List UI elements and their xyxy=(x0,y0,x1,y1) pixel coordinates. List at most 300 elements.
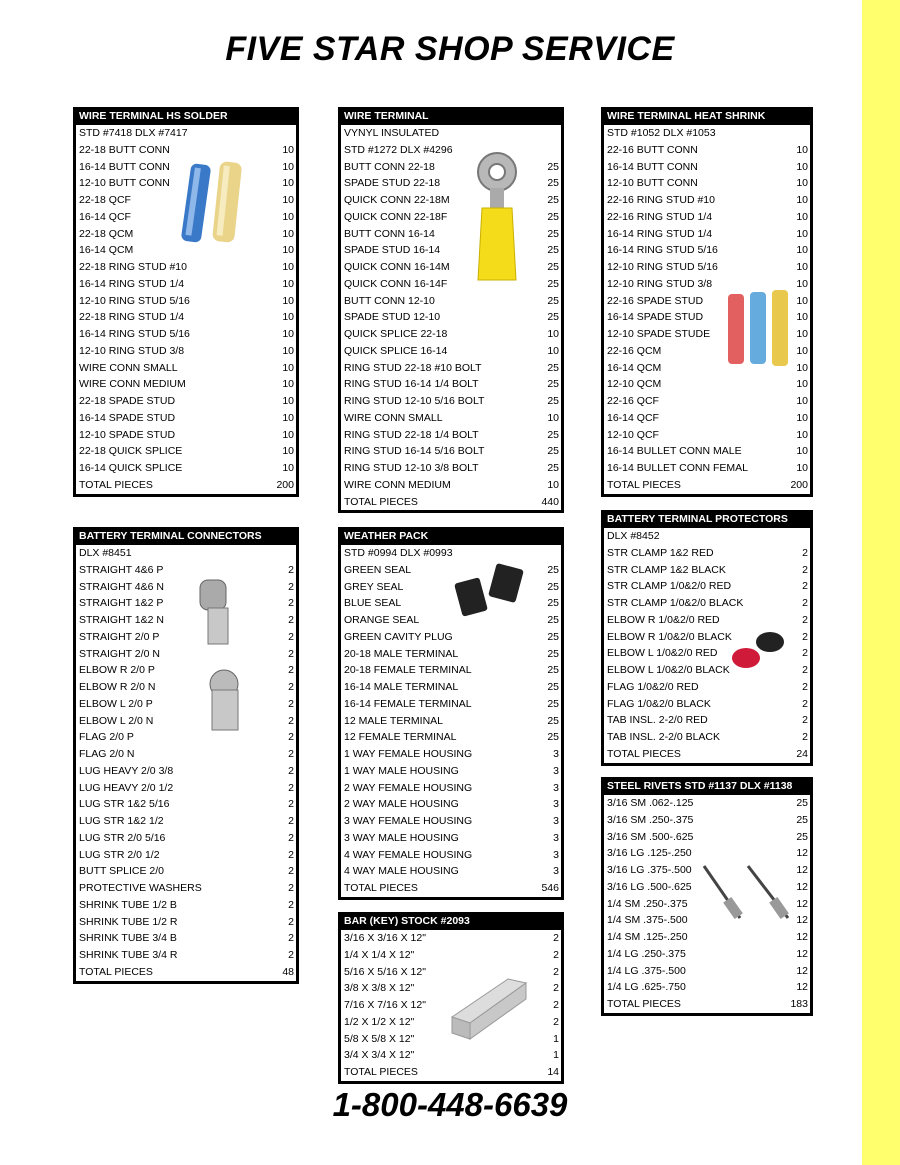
item-quantity: 3 xyxy=(553,748,559,760)
item-quantity: 2 xyxy=(802,697,808,710)
item-label: 16-14 SPADE STUD xyxy=(607,311,704,324)
list-item xyxy=(341,242,561,259)
item-quantity: 10 xyxy=(796,445,808,458)
item-label: WIRE CONN MEDIUM xyxy=(344,478,451,491)
list-item xyxy=(341,1047,561,1064)
item-label: 16-14 MALE TERMINAL xyxy=(344,681,459,693)
item-label: QUICK SPLICE 22-18 xyxy=(344,328,448,340)
item-label: 1/4 LG .375-.500 xyxy=(607,964,686,977)
list-item xyxy=(604,545,810,562)
item-label: 7/16 X 7/16 X 12" xyxy=(344,999,426,1011)
item-label: 3 WAY FEMALE HOUSING xyxy=(344,815,473,827)
item-quantity: 10 xyxy=(282,160,294,173)
item-quantity: 10 xyxy=(547,328,559,340)
item-quantity: 25 xyxy=(547,194,559,206)
item-label: STR CLAMP 1/0&2/0 BLACK xyxy=(607,597,744,609)
list-item xyxy=(604,209,810,226)
item-quantity: 25 xyxy=(547,681,559,693)
list-item xyxy=(341,947,561,964)
list-item xyxy=(604,595,810,612)
item-quantity: 25 xyxy=(547,664,559,677)
page-title: FIVE STAR SHOP SERVICE xyxy=(225,30,675,68)
item-label: 22-16 RING STUD 1/4 xyxy=(607,210,713,223)
item-quantity: 10 xyxy=(547,344,559,357)
list-item xyxy=(341,847,561,864)
item-label: 3/16 LG .375-.500 xyxy=(607,864,692,876)
item-quantity: 2 xyxy=(802,714,808,727)
item-label: 16-14 BULLET CONN MALE xyxy=(607,445,742,458)
item-quantity: 25 xyxy=(547,445,559,458)
item-label: RING STUD 22-18 1/4 BOLT xyxy=(344,428,479,441)
list-item xyxy=(604,477,810,494)
item-quantity: 10 xyxy=(796,277,808,290)
item-quantity: 12 xyxy=(796,914,808,927)
item-label: 22-18 SPADE STUD xyxy=(79,395,176,407)
list-item xyxy=(604,795,810,812)
list-item xyxy=(341,813,561,830)
list-item xyxy=(341,360,561,377)
item-quantity: 10 xyxy=(796,194,808,206)
item-label: TAB INSL. 2-2/0 RED xyxy=(607,714,708,727)
item-label: STRAIGHT 1&2 N xyxy=(79,614,164,626)
item-label: 22-16 QCF xyxy=(607,395,659,407)
item-label: RING STUD 22-18 #10 BOLT xyxy=(344,361,482,374)
item-label: ELBOW R 1/0&2/0 BLACK xyxy=(607,630,732,643)
item-label: TOTAL PIECES xyxy=(79,965,153,978)
item-quantity: 2 xyxy=(288,815,294,827)
item-label: 12-10 QCF xyxy=(607,428,659,441)
item-label: 16-14 RING STUD 1/4 xyxy=(79,277,185,290)
list-item xyxy=(341,880,561,897)
item-label: RING STUD 12-10 5/16 BOLT xyxy=(344,395,485,407)
box-header: BAR (KEY) STOCK #2093 xyxy=(341,912,561,930)
item-label: SPADE STUD 12-10 xyxy=(344,311,441,324)
list-item xyxy=(341,209,561,226)
rivet-image xyxy=(696,860,796,924)
list-item xyxy=(341,309,561,326)
item-quantity: 2 xyxy=(288,563,294,576)
item-quantity: 25 xyxy=(547,630,559,643)
list-item xyxy=(341,276,561,293)
item-quantity: 3 xyxy=(553,865,559,878)
list-item xyxy=(76,562,296,579)
list-item xyxy=(76,662,296,679)
item-quantity: 25 xyxy=(547,261,559,273)
item-quantity: 12 xyxy=(796,880,808,893)
item-quantity: 25 xyxy=(547,160,559,173)
list-item xyxy=(76,880,296,897)
item-quantity: 25 xyxy=(547,697,559,710)
item-label: 22-18 QCF xyxy=(79,194,131,206)
list-item xyxy=(76,947,296,964)
item-label: 3/16 LG .125-.250 xyxy=(607,847,692,860)
item-label: DLX #8452 xyxy=(607,530,660,542)
item-label: BLUE SEAL xyxy=(344,597,402,610)
item-label: WIRE CONN SMALL xyxy=(344,411,443,424)
item-quantity: 25 xyxy=(547,294,559,307)
list-item xyxy=(604,712,810,729)
item-label: TOTAL PIECES xyxy=(344,495,418,508)
list-item xyxy=(604,929,810,946)
item-quantity: 2 xyxy=(288,597,294,610)
list-item xyxy=(76,629,296,646)
item-label: QUICK CONN 22-18M xyxy=(344,194,450,206)
item-quantity: 25 xyxy=(547,210,559,223)
item-label: LUG HEAVY 2/0 1/2 xyxy=(79,781,174,794)
item-quantity: 25 xyxy=(547,311,559,324)
list-item xyxy=(341,142,561,159)
item-label: 1/4 SM .250-.375 xyxy=(607,897,688,910)
list-item xyxy=(341,713,561,730)
item-label: 3/16 SM .250-.375 xyxy=(607,813,694,826)
item-quantity: 10 xyxy=(282,395,294,407)
list-item xyxy=(604,443,810,460)
item-quantity: 10 xyxy=(547,411,559,424)
item-label: 1/4 SM .125-.250 xyxy=(607,931,688,943)
item-label: 16-14 QCM xyxy=(79,244,134,257)
item-label: 4 WAY MALE HOUSING xyxy=(344,865,459,878)
item-label: ELBOW R 2/0 N xyxy=(79,681,156,693)
item-quantity: 2 xyxy=(288,630,294,643)
ring-terminal-image xyxy=(470,150,525,285)
item-quantity: 2 xyxy=(288,949,294,961)
item-quantity: 25 xyxy=(547,614,559,626)
item-quantity: 10 xyxy=(282,462,294,474)
item-label: TOTAL PIECES xyxy=(607,998,681,1010)
item-label: STRAIGHT 4&6 N xyxy=(79,580,164,593)
item-quantity: 10 xyxy=(282,143,294,156)
item-label: RING STUD 12-10 3/8 BOLT xyxy=(344,462,479,474)
item-label: STRAIGHT 4&6 P xyxy=(79,563,164,576)
item-label: 16-14 BUTT CONN xyxy=(607,160,698,173)
item-label: GREEN CAVITY PLUG xyxy=(344,630,453,643)
item-quantity: 2 xyxy=(288,580,294,593)
item-label: SHRINK TUBE 1/2 R xyxy=(79,915,178,928)
item-quantity: 1 xyxy=(553,1032,559,1045)
list-item xyxy=(341,159,561,176)
item-label: 5/16 X 5/16 X 12" xyxy=(344,965,426,978)
item-quantity: 25 xyxy=(547,244,559,257)
item-quantity: 2 xyxy=(553,948,559,961)
list-item xyxy=(76,679,296,696)
item-quantity: 10 xyxy=(796,328,808,340)
list-item xyxy=(341,863,561,880)
item-quantity: 2 xyxy=(802,731,808,743)
item-quantity: 2 xyxy=(553,932,559,944)
list-item xyxy=(341,343,561,360)
list-item xyxy=(341,930,561,947)
list-item xyxy=(604,528,810,545)
item-quantity: 10 xyxy=(282,445,294,458)
list-item xyxy=(341,226,561,243)
item-quantity: 25 xyxy=(547,563,559,576)
item-quantity: 2 xyxy=(553,1015,559,1028)
item-label: 5/8 X 5/8 X 12" xyxy=(344,1032,415,1045)
item-label: ELBOW L 2/0 P xyxy=(79,697,153,710)
list-item xyxy=(76,847,296,864)
list-item xyxy=(76,595,296,612)
item-label: STR CLAMP 1/0&2/0 RED xyxy=(607,580,732,593)
item-quantity: 10 xyxy=(282,311,294,324)
item-quantity: 2 xyxy=(802,680,808,693)
list-item xyxy=(76,964,296,981)
list-item xyxy=(604,729,810,746)
item-label: STR CLAMP 1&2 BLACK xyxy=(607,563,726,576)
list-item xyxy=(604,242,810,259)
list-item xyxy=(76,930,296,947)
item-label: BUTT SPLICE 2/0 xyxy=(79,865,165,878)
item-quantity: 10 xyxy=(796,462,808,474)
list-item xyxy=(604,946,810,963)
list-item xyxy=(604,192,810,209)
item-quantity: 2 xyxy=(802,613,808,626)
item-label: 2 WAY FEMALE HOUSING xyxy=(344,781,473,794)
item-quantity: 2 xyxy=(802,664,808,676)
list-item xyxy=(76,646,296,663)
item-quantity: 10 xyxy=(282,344,294,357)
item-label: PROTECTIVE WASHERS xyxy=(79,882,202,894)
item-label: 1/2 X 1/2 X 12" xyxy=(344,1015,415,1028)
list-item xyxy=(341,662,561,679)
item-quantity: 2 xyxy=(288,865,294,878)
item-quantity: 2 xyxy=(288,831,294,844)
item-label: STD #1052 DLX #1053 xyxy=(607,127,716,139)
weather-pack-housing-image xyxy=(452,560,530,620)
item-label: QUICK CONN 16-14M xyxy=(344,261,450,273)
item-label: 3/8 X 3/8 X 12" xyxy=(344,982,415,995)
list-item xyxy=(76,309,296,326)
item-label: STRAIGHT 2/0 P xyxy=(79,630,160,643)
item-quantity: 2 xyxy=(288,714,294,727)
item-quantity: 25 xyxy=(547,428,559,441)
list-item xyxy=(604,612,810,629)
item-quantity: 200 xyxy=(276,478,294,491)
item-quantity: 25 xyxy=(547,277,559,290)
item-label: SHRINK TUBE 3/4 R xyxy=(79,949,178,961)
list-item xyxy=(341,460,561,477)
list-item xyxy=(604,578,810,595)
item-quantity: 12 xyxy=(796,847,808,860)
item-quantity: 2 xyxy=(288,898,294,911)
item-quantity: 3 xyxy=(553,781,559,794)
item-quantity: 546 xyxy=(541,882,559,894)
item-label: ELBOW R 1/0&2/0 RED xyxy=(607,613,720,626)
side-accent-stripe xyxy=(862,0,900,1165)
list-item xyxy=(604,979,810,996)
list-item xyxy=(76,545,296,562)
item-quantity: 2 xyxy=(802,597,808,609)
item-quantity: 12 xyxy=(796,947,808,960)
item-quantity: 10 xyxy=(796,344,808,357)
item-label: BUTT CONN 12-10 xyxy=(344,294,435,307)
item-label: 20-18 MALE TERMINAL xyxy=(344,647,459,660)
list-item xyxy=(76,830,296,847)
list-item xyxy=(341,125,561,142)
item-quantity: 10 xyxy=(282,227,294,240)
item-quantity: 10 xyxy=(282,194,294,206)
item-label: SHRINK TUBE 3/4 B xyxy=(79,932,177,945)
item-quantity: 10 xyxy=(282,428,294,441)
item-label: ELBOW L 2/0 N xyxy=(79,714,154,727)
item-quantity: 25 xyxy=(547,227,559,240)
item-label: GREY SEAL xyxy=(344,580,404,593)
item-quantity: 25 xyxy=(547,462,559,474)
item-label: STR CLAMP 1&2 RED xyxy=(607,546,714,559)
item-quantity: 2 xyxy=(553,965,559,978)
list-item xyxy=(76,579,296,596)
list-item xyxy=(76,125,296,142)
list-item xyxy=(76,259,296,276)
item-label: QUICK SPLICE 16-14 xyxy=(344,344,448,357)
item-label: STD #7418 DLX #7417 xyxy=(79,127,188,139)
item-label: 22-16 RING STUD #10 xyxy=(607,194,715,206)
list-item xyxy=(76,477,296,494)
item-quantity: 10 xyxy=(282,261,294,273)
item-label: 16-14 BULLET CONN FEMAL xyxy=(607,462,749,474)
item-quantity: 25 xyxy=(547,647,559,660)
item-quantity: 2 xyxy=(288,764,294,777)
item-quantity: 10 xyxy=(282,210,294,223)
list-item xyxy=(341,192,561,209)
list-item xyxy=(604,460,810,477)
item-label: BUTT CONN 22-18 xyxy=(344,160,435,173)
item-quantity: 3 xyxy=(553,798,559,811)
item-label: 4 WAY FEMALE HOUSING xyxy=(344,848,473,861)
list-item xyxy=(604,829,810,846)
item-quantity: 12 xyxy=(796,981,808,994)
item-quantity: 25 xyxy=(547,597,559,610)
item-label: 3/16 X 3/16 X 12" xyxy=(344,932,426,944)
item-quantity: 10 xyxy=(796,160,808,173)
list-item xyxy=(76,276,296,293)
item-quantity: 440 xyxy=(541,495,559,508)
item-label: 16-14 BUTT CONN xyxy=(79,160,170,173)
item-label: STRAIGHT 2/0 N xyxy=(79,647,160,660)
item-label: 12-10 RING STUD 5/16 xyxy=(79,294,190,307)
item-quantity: 25 xyxy=(547,395,559,407)
list-item xyxy=(604,393,810,410)
list-item xyxy=(604,696,810,713)
list-item xyxy=(76,796,296,813)
list-item xyxy=(76,612,296,629)
list-item xyxy=(341,629,561,646)
item-quantity: 2 xyxy=(553,982,559,995)
list-item xyxy=(604,746,810,763)
item-label: 1 WAY MALE HOUSING xyxy=(344,764,459,777)
phone-number: 1-800-448-6639 xyxy=(332,1086,568,1123)
list-item xyxy=(604,427,810,444)
item-quantity: 2 xyxy=(288,731,294,744)
list-item xyxy=(76,326,296,343)
item-label: 16-14 FEMALE TERMINAL xyxy=(344,697,472,710)
item-quantity: 10 xyxy=(282,294,294,307)
list-item xyxy=(341,427,561,444)
item-quantity: 3 xyxy=(553,764,559,777)
box-header: STEEL RIVETS STD #1137 DLX #1138 xyxy=(604,777,810,795)
item-label: STD #0994 DLX #0993 xyxy=(344,547,453,559)
list-item xyxy=(604,125,810,142)
list-item xyxy=(341,830,561,847)
item-quantity: 25 xyxy=(547,731,559,744)
item-quantity: 183 xyxy=(790,998,808,1010)
item-label: TOTAL PIECES xyxy=(79,478,153,491)
box-header: BATTERY TERMINAL CONNECTORS xyxy=(76,527,296,545)
list-item xyxy=(341,410,561,427)
item-quantity: 48 xyxy=(282,965,294,978)
item-label: 16-14 QUICK SPLICE xyxy=(79,462,183,474)
item-quantity: 3 xyxy=(553,831,559,844)
list-item xyxy=(76,746,296,763)
list-item xyxy=(604,259,810,276)
item-quantity: 10 xyxy=(796,395,808,407)
list-item xyxy=(341,443,561,460)
item-label: GREEN SEAL xyxy=(344,563,412,576)
item-label: 12-10 RING STUD 3/8 xyxy=(607,277,713,290)
item-quantity: 2 xyxy=(802,580,808,593)
list-item xyxy=(341,746,561,763)
item-label: VYNYL INSULATED xyxy=(344,127,440,139)
item-quantity: 12 xyxy=(796,964,808,977)
item-label: 3/16 LG .500-.625 xyxy=(607,880,692,893)
list-item xyxy=(341,729,561,746)
item-quantity: 10 xyxy=(796,177,808,190)
item-label: 22-18 RING STUD 1/4 xyxy=(79,311,185,324)
item-label: STRAIGHT 1&2 P xyxy=(79,597,164,610)
item-quantity: 12 xyxy=(796,931,808,943)
item-quantity: 10 xyxy=(282,411,294,424)
list-item xyxy=(76,360,296,377)
item-quantity: 10 xyxy=(282,244,294,257)
box-header: WIRE TERMINAL xyxy=(341,107,561,125)
list-item xyxy=(341,259,561,276)
item-quantity: 12 xyxy=(796,897,808,910)
item-label: 16-14 RING STUD 5/16 xyxy=(607,244,718,257)
item-quantity: 2 xyxy=(288,614,294,626)
item-quantity: 25 xyxy=(547,378,559,391)
list-item xyxy=(341,376,561,393)
list-item xyxy=(76,460,296,477)
item-label: BUTT CONN 16-14 xyxy=(344,227,435,240)
item-label: 22-16 BUTT CONN xyxy=(607,143,698,156)
list-item xyxy=(604,679,810,696)
item-label: 1/4 LG .625-.750 xyxy=(607,981,686,994)
list-item xyxy=(341,763,561,780)
item-label: FLAG 1/0&2/0 RED xyxy=(607,680,699,693)
item-quantity: 3 xyxy=(553,815,559,827)
list-item xyxy=(341,326,561,343)
list-item xyxy=(341,175,561,192)
item-quantity: 2 xyxy=(288,915,294,928)
item-quantity: 10 xyxy=(282,361,294,374)
item-quantity: 10 xyxy=(796,261,808,273)
item-label: 16-14 QCM xyxy=(607,361,662,374)
item-label: FLAG 1/0&2/0 BLACK xyxy=(607,697,711,710)
list-item xyxy=(76,410,296,427)
list-item xyxy=(604,963,810,980)
item-quantity: 10 xyxy=(796,361,808,374)
item-quantity: 10 xyxy=(796,210,808,223)
item-quantity: 25 xyxy=(547,714,559,727)
list-item xyxy=(604,142,810,159)
item-label: 12-10 BUTT CONN xyxy=(79,177,170,190)
item-label: 16-14 RING STUD 5/16 xyxy=(79,328,190,340)
item-label: 12-10 SPADE STUD xyxy=(79,428,176,441)
item-label: 22-18 QCM xyxy=(79,227,134,240)
item-label: TOTAL PIECES xyxy=(607,478,681,491)
item-quantity: 2 xyxy=(802,647,808,660)
bar-stock-image xyxy=(448,975,530,1045)
item-label: 22-16 SPADE STUD xyxy=(607,294,704,307)
